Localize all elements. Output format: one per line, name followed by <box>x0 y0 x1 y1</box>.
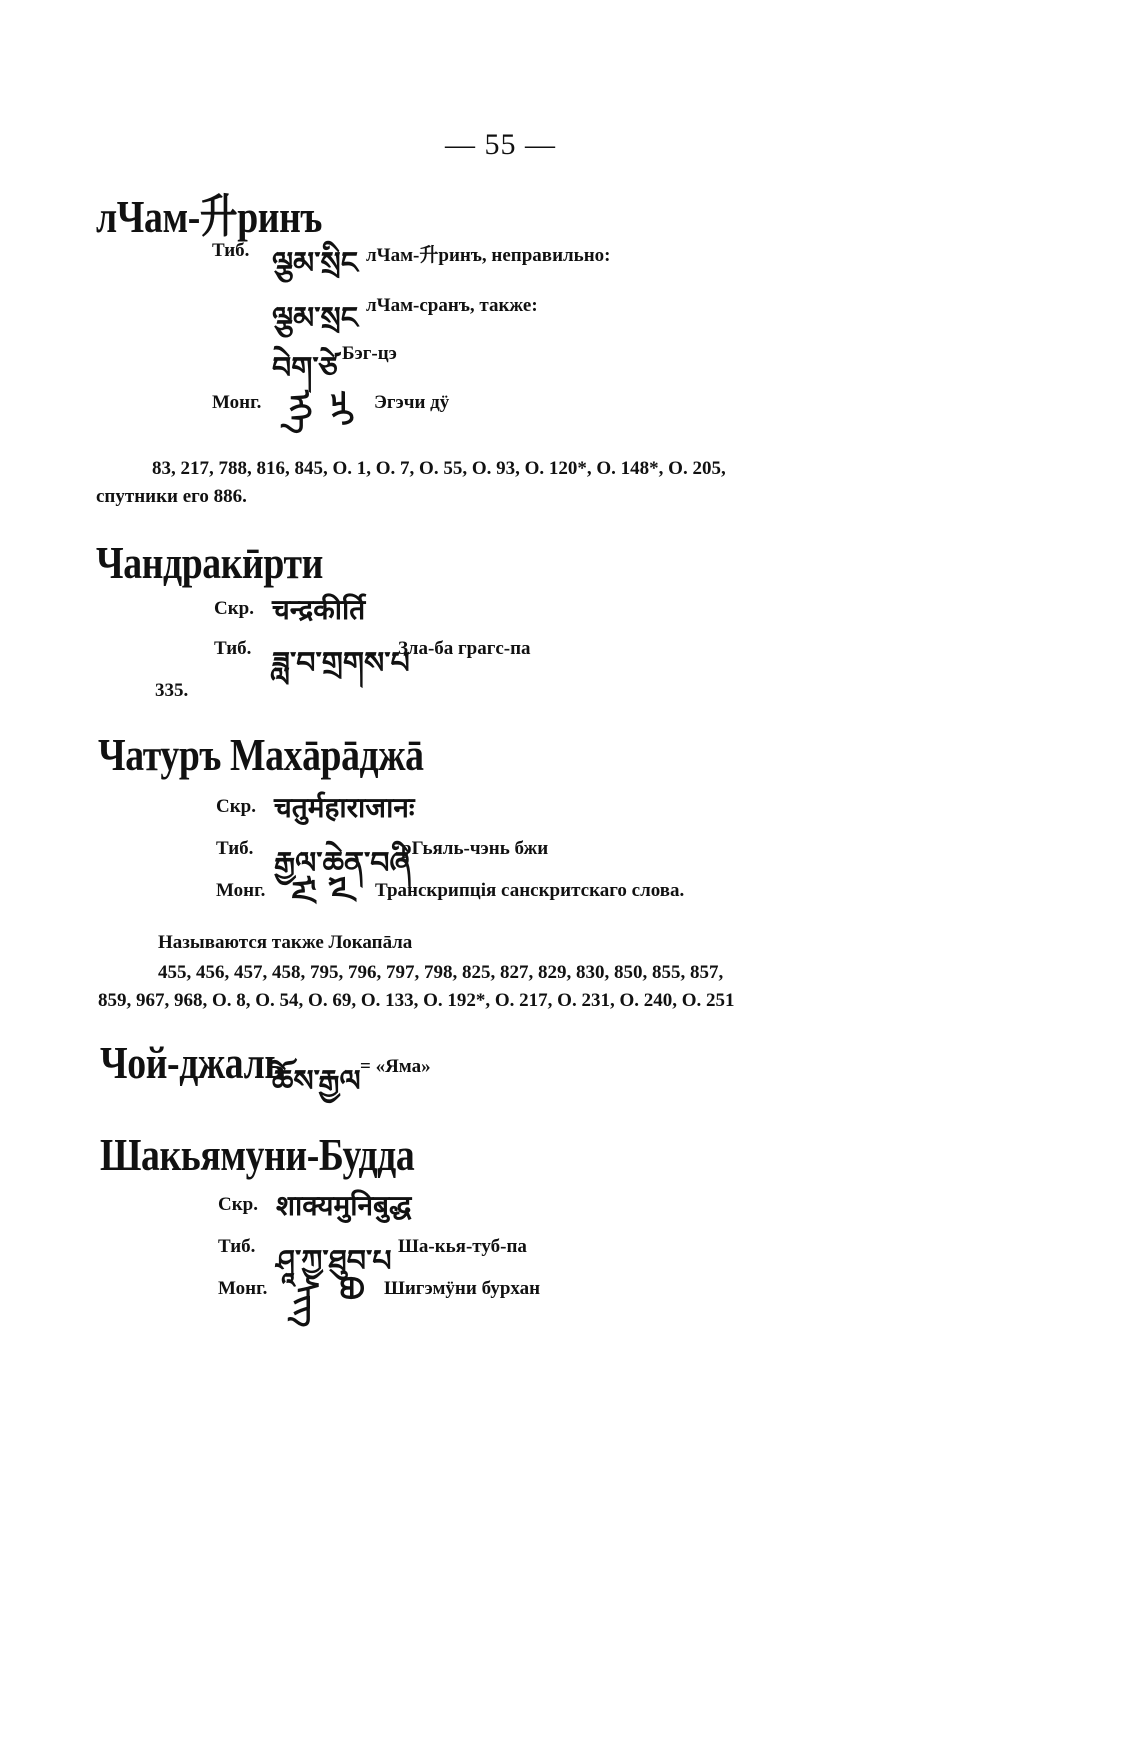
tibetan-script: ཤཱ་ཀྱ་ཐུབ་པ <box>276 1245 392 1278</box>
mong-transliteration: Транскрипція санскритскаго слова. <box>375 880 685 901</box>
skr-label: Скр. <box>216 796 256 817</box>
references: спутники его 886. <box>96 486 247 507</box>
mongolian-script: ᠪᠤ <box>333 1276 366 1300</box>
tib-label: Тиб. <box>216 838 254 859</box>
tib-transliteration: Бэг-цэ <box>342 343 397 364</box>
tib-transliteration: лЧам-升ринъ, неправильно: <box>366 245 611 266</box>
references: 455, 456, 457, 458, 795, 796, 797, 798, 825, 827, 829, 830, 850, 855, 857, <box>158 962 724 983</box>
mong-label: Монг. <box>212 392 262 413</box>
mongolian-script: ᠡᠭᠡ <box>282 390 315 434</box>
skr-label: Скр. <box>214 598 254 619</box>
sanskrit-script: चन्द्रकीर्ति <box>272 595 366 626</box>
skr-label: Скр. <box>218 1194 258 1215</box>
references: 859, 967, 968, О. 8, О. 54, О. 69, О. 133, О. 192*, О. 217, О. 231, О. 240, О. 251 <box>98 990 735 1011</box>
mongolian-script: ᠱᠢᠭ <box>289 1276 322 1328</box>
mong-label: Монг. <box>216 880 266 901</box>
mong-transliteration: Шигэмӱни бурхан <box>384 1278 541 1299</box>
tibetan-script: ཆོས་རྒྱལ <box>272 1065 361 1098</box>
tibetan-script: རྒྱལ་ཆེན་བཞི <box>274 847 411 880</box>
tib-transliteration: Зла-ба грагс-па <box>398 638 531 659</box>
tib-transliteration: лЧам-сранъ, также: <box>366 295 538 316</box>
mongolian-script: ᠷᠠ <box>324 876 357 902</box>
sanskrit-script: शाक्यमुनिबुद्ध <box>276 1191 412 1222</box>
tib-transliteration: рГьяль-чэнь бжи <box>401 838 549 859</box>
tib-label: Тиб. <box>212 240 250 261</box>
entry-title-choijal: Чой-джаль <box>100 1037 284 1088</box>
tibetan-script: ལྕམ་སྲིང <box>272 247 359 280</box>
entry-title-chandrakirti: Чандракӣрти <box>96 537 323 588</box>
mong-transliteration: Эгэчи дӱ <box>374 392 450 413</box>
page-number: — 55 — <box>445 128 556 161</box>
tibetan-script: ཟླ་བ་གྲགས་པ <box>272 647 410 680</box>
mong-label: Монг. <box>218 1278 268 1299</box>
tib-label: Тиб. <box>218 1236 256 1257</box>
mongolian-script: ᠮᠠ <box>284 876 317 904</box>
also-called: Называются также Локапāла <box>158 932 413 953</box>
entry-title-chatur: Чатуръ Махāрāджā <box>98 729 424 780</box>
equivalence: = «Яма» <box>360 1056 431 1077</box>
tibetan-script: ལྕམ་སྲང <box>272 302 359 335</box>
tibetan-script: བེག་ཙེ <box>272 352 338 385</box>
entry-title-shakyamuni: Шакьямуни-Будда <box>100 1129 415 1180</box>
mongolian-script: ᠴᠢ <box>324 390 357 426</box>
sanskrit-script: चतुर्महाराजानः <box>274 793 415 824</box>
references: 83, 217, 788, 816, 845, О. 1, О. 7, О. 55, О. 93, О. 120*, О. 148*, О. 205, <box>152 458 726 479</box>
references: 335. <box>155 680 189 701</box>
entry-title-lcham: лЧам-升ринъ <box>96 191 323 242</box>
tib-transliteration: Ша-кья-туб-па <box>398 1236 527 1257</box>
tib-label: Тиб. <box>214 638 252 659</box>
